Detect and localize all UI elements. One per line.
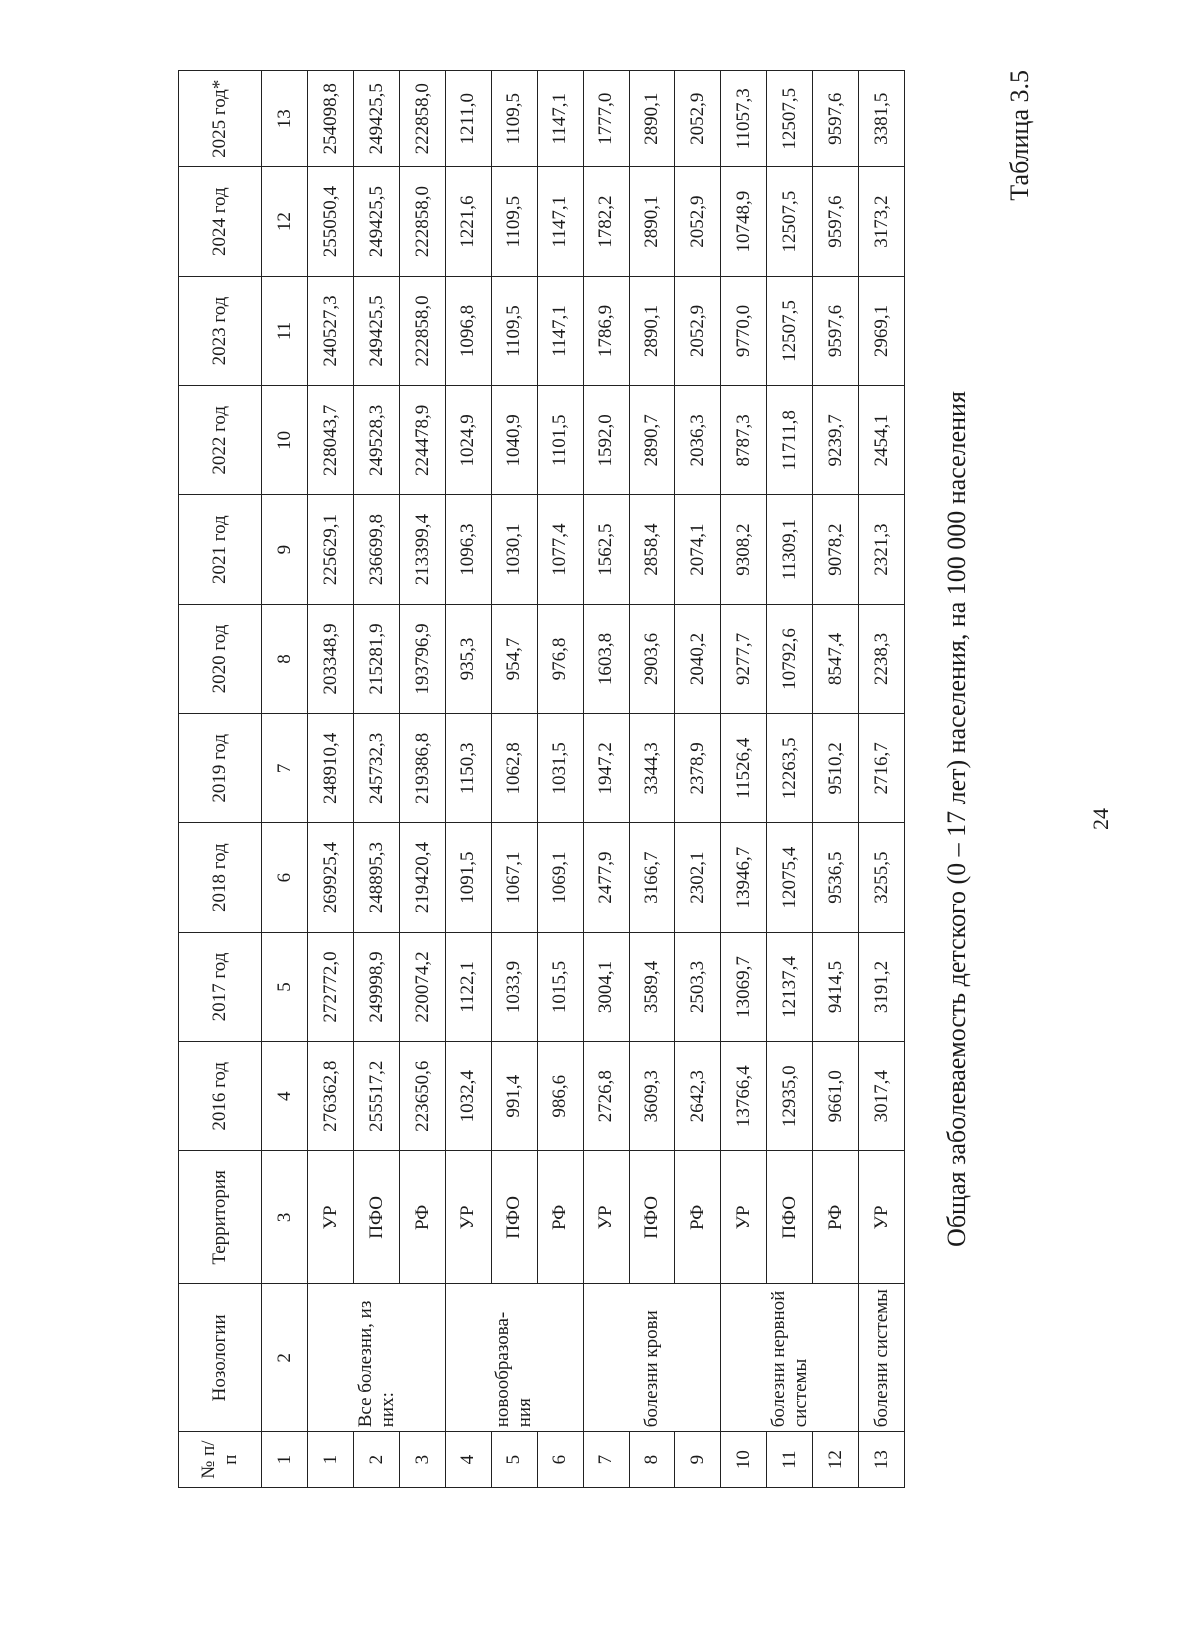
value-cell: 2321,3: [859, 495, 905, 604]
value-cell: 249425,5: [354, 167, 400, 276]
value-cell: 1024,9: [445, 386, 491, 495]
table-row: [721, 71, 767, 1488]
table-row: [354, 71, 400, 1488]
value-cell: 3173,2: [859, 167, 905, 276]
table-row: [675, 71, 721, 1488]
header-cell: 2024 год: [179, 167, 262, 276]
value-cell: 991,4: [491, 1042, 537, 1151]
value-cell: 2074,1: [675, 495, 721, 604]
value-cell: 222858,0: [399, 167, 445, 276]
territory-cell: ПФО: [491, 1151, 537, 1284]
header-cell: Территория: [179, 1151, 262, 1284]
territory-cell: РФ: [537, 1151, 583, 1284]
column-number-cell: 2: [262, 1284, 308, 1432]
value-cell: 935,3: [445, 604, 491, 713]
value-cell: 219420,4: [399, 823, 445, 932]
nosology-cell: новообразова-ния: [445, 1284, 583, 1432]
row-number-cell: 8: [629, 1432, 675, 1488]
value-cell: 249425,5: [354, 71, 400, 168]
value-cell: 986,6: [537, 1042, 583, 1151]
value-cell: 3004,1: [583, 932, 629, 1041]
value-cell: 3191,2: [859, 932, 905, 1041]
value-cell: 2302,1: [675, 823, 721, 932]
value-cell: 1603,8: [583, 604, 629, 713]
value-cell: 272772,0: [308, 932, 354, 1041]
nosology-cell: болезни крови: [583, 1284, 721, 1432]
row-number-cell: 13: [859, 1432, 905, 1488]
table-row: [399, 71, 445, 1488]
row-number-cell: 11: [767, 1432, 813, 1488]
value-cell: 1069,1: [537, 823, 583, 932]
header-cell: Нозологии: [179, 1284, 262, 1432]
value-cell: 1040,9: [491, 386, 537, 495]
header-cell: 2023 год: [179, 276, 262, 385]
table-row: [308, 71, 354, 1488]
value-cell: 1786,9: [583, 276, 629, 385]
value-cell: 1147,1: [537, 167, 583, 276]
value-cell: 9308,2: [721, 495, 767, 604]
value-cell: 2726,8: [583, 1042, 629, 1151]
value-cell: 2642,3: [675, 1042, 721, 1151]
territory-cell: РФ: [675, 1151, 721, 1284]
value-cell: 1031,5: [537, 714, 583, 823]
column-number-cell: 6: [262, 823, 308, 932]
value-cell: 1122,1: [445, 932, 491, 1041]
table-body: [179, 71, 905, 1488]
value-cell: 12507,5: [767, 71, 813, 168]
value-cell: 8787,3: [721, 386, 767, 495]
morbidity-table: [178, 70, 905, 1488]
value-cell: 1030,1: [491, 495, 537, 604]
header-cell: 2025 год*: [179, 71, 262, 168]
value-cell: 2503,3: [675, 932, 721, 1041]
value-cell: 9239,7: [813, 386, 859, 495]
table-row: [859, 71, 905, 1488]
value-cell: 2890,1: [629, 167, 675, 276]
row-number-cell: 12: [813, 1432, 859, 1488]
value-cell: 1109,5: [491, 71, 537, 168]
table-row: [767, 71, 813, 1488]
value-cell: 9661,0: [813, 1042, 859, 1151]
nosology-cell: болезни нервной системы: [721, 1284, 859, 1432]
value-cell: 9277,7: [721, 604, 767, 713]
value-cell: 13946,7: [721, 823, 767, 932]
value-cell: 13766,4: [721, 1042, 767, 1151]
value-cell: 1221,6: [445, 167, 491, 276]
value-cell: 1077,4: [537, 495, 583, 604]
row-number-cell: 4: [445, 1432, 491, 1488]
column-number-row: [262, 71, 308, 1488]
value-cell: 11057,3: [721, 71, 767, 168]
row-number-cell: 2: [354, 1432, 400, 1488]
value-cell: 976,8: [537, 604, 583, 713]
nosology-cell: Все болезни, из них:: [308, 1284, 446, 1432]
value-cell: 269925,4: [308, 823, 354, 932]
value-cell: 3017,4: [859, 1042, 905, 1151]
value-cell: 228043,7: [308, 386, 354, 495]
value-cell: 8547,4: [813, 604, 859, 713]
value-cell: 225629,1: [308, 495, 354, 604]
territory-cell: ПФО: [767, 1151, 813, 1284]
value-cell: 2969,1: [859, 276, 905, 385]
table-row: [629, 71, 675, 1488]
column-number-cell: 4: [262, 1042, 308, 1151]
page-number: 24: [1088, 808, 1113, 830]
value-cell: 2477,9: [583, 823, 629, 932]
value-cell: 2040,2: [675, 604, 721, 713]
value-cell: 1147,1: [537, 71, 583, 168]
value-cell: 3589,4: [629, 932, 675, 1041]
table-row: [537, 71, 583, 1488]
value-cell: 220074,2: [399, 932, 445, 1041]
document-title: Общая заболеваемость детского (0 – 17 лет) населения, на 100 000 населения: [942, 391, 971, 1247]
territory-cell: УР: [721, 1151, 767, 1284]
value-cell: 3344,3: [629, 714, 675, 823]
column-number-cell: 13: [262, 71, 308, 168]
value-cell: 2052,9: [675, 167, 721, 276]
value-cell: 9078,2: [813, 495, 859, 604]
value-cell: 223650,6: [399, 1042, 445, 1151]
value-cell: 2858,4: [629, 495, 675, 604]
value-cell: 248910,4: [308, 714, 354, 823]
value-cell: 2378,9: [675, 714, 721, 823]
territory-cell: РФ: [813, 1151, 859, 1284]
table-row: [445, 71, 491, 1488]
value-cell: 9414,5: [813, 932, 859, 1041]
value-cell: 12137,4: [767, 932, 813, 1041]
value-cell: 12507,5: [767, 167, 813, 276]
value-cell: 1150,3: [445, 714, 491, 823]
value-cell: 2716,7: [859, 714, 905, 823]
value-cell: 1096,3: [445, 495, 491, 604]
header-cell: 2018 год: [179, 823, 262, 932]
table-row: [813, 71, 859, 1488]
value-cell: 3255,5: [859, 823, 905, 932]
value-cell: 249998,9: [354, 932, 400, 1041]
column-number-cell: 11: [262, 276, 308, 385]
value-cell: 1101,5: [537, 386, 583, 495]
value-cell: 255050,4: [308, 167, 354, 276]
header-cell: 2020 год: [179, 604, 262, 713]
value-cell: 3381,5: [859, 71, 905, 168]
value-cell: 9536,5: [813, 823, 859, 932]
value-cell: 1777,0: [583, 71, 629, 168]
value-cell: 213399,4: [399, 495, 445, 604]
header-cell: 2017 год: [179, 932, 262, 1041]
column-number-cell: 10: [262, 386, 308, 495]
value-cell: 9597,6: [813, 71, 859, 168]
value-cell: 1015,5: [537, 932, 583, 1041]
value-cell: 193796,9: [399, 604, 445, 713]
value-cell: 219386,8: [399, 714, 445, 823]
value-cell: 249528,3: [354, 386, 400, 495]
value-cell: 1562,5: [583, 495, 629, 604]
value-cell: 11526,4: [721, 714, 767, 823]
value-cell: 254098,8: [308, 71, 354, 168]
column-number-cell: 3: [262, 1151, 308, 1284]
value-cell: 2052,9: [675, 71, 721, 168]
value-cell: 1109,5: [491, 167, 537, 276]
territory-cell: УР: [583, 1151, 629, 1284]
value-cell: 1211,0: [445, 71, 491, 168]
value-cell: 12507,5: [767, 276, 813, 385]
value-cell: 9597,6: [813, 167, 859, 276]
value-cell: 10748,9: [721, 167, 767, 276]
value-cell: 9510,2: [813, 714, 859, 823]
header-row: [179, 71, 262, 1488]
header-cell: 2016 год: [179, 1042, 262, 1151]
value-cell: 248895,3: [354, 823, 400, 932]
value-cell: 240527,3: [308, 276, 354, 385]
value-cell: 3166,7: [629, 823, 675, 932]
value-cell: 215281,9: [354, 604, 400, 713]
row-number-cell: 7: [583, 1432, 629, 1488]
column-number-cell: 1: [262, 1432, 308, 1488]
header-cell: 2021 год: [179, 495, 262, 604]
column-number-cell: 9: [262, 495, 308, 604]
header-cell: 2022 год: [179, 386, 262, 495]
territory-cell: РФ: [399, 1151, 445, 1284]
row-number-cell: 5: [491, 1432, 537, 1488]
value-cell: 2903,6: [629, 604, 675, 713]
value-cell: 203348,9: [308, 604, 354, 713]
value-cell: 249425,5: [354, 276, 400, 385]
table-row: [491, 71, 537, 1488]
column-number-cell: 7: [262, 714, 308, 823]
value-cell: 255517,2: [354, 1042, 400, 1151]
header-cell: 2019 год: [179, 714, 262, 823]
value-cell: 236699,8: [354, 495, 400, 604]
value-cell: 9770,0: [721, 276, 767, 385]
value-cell: 11309,1: [767, 495, 813, 604]
value-cell: 12263,5: [767, 714, 813, 823]
territory-cell: ПФО: [629, 1151, 675, 1284]
value-cell: 13069,7: [721, 932, 767, 1041]
row-number-cell: 9: [675, 1432, 721, 1488]
territory-cell: ПФО: [354, 1151, 400, 1284]
value-cell: 222858,0: [399, 71, 445, 168]
row-number-cell: 6: [537, 1432, 583, 1488]
value-cell: 954,7: [491, 604, 537, 713]
table-row: [583, 71, 629, 1488]
value-cell: 1032,4: [445, 1042, 491, 1151]
value-cell: 2036,3: [675, 386, 721, 495]
row-number-cell: 1: [308, 1432, 354, 1488]
value-cell: 1947,2: [583, 714, 629, 823]
value-cell: 2052,9: [675, 276, 721, 385]
value-cell: 12075,4: [767, 823, 813, 932]
value-cell: 9597,6: [813, 276, 859, 385]
value-cell: 222858,0: [399, 276, 445, 385]
column-number-cell: 12: [262, 167, 308, 276]
territory-cell: УР: [445, 1151, 491, 1284]
value-cell: 1096,8: [445, 276, 491, 385]
value-cell: 1782,2: [583, 167, 629, 276]
row-number-cell: 3: [399, 1432, 445, 1488]
value-cell: 10792,6: [767, 604, 813, 713]
territory-cell: УР: [859, 1151, 905, 1284]
value-cell: 2238,3: [859, 604, 905, 713]
value-cell: 245732,3: [354, 714, 400, 823]
value-cell: 1033,9: [491, 932, 537, 1041]
value-cell: 1091,5: [445, 823, 491, 932]
value-cell: 2890,7: [629, 386, 675, 495]
territory-cell: УР: [308, 1151, 354, 1284]
value-cell: 2890,1: [629, 276, 675, 385]
value-cell: 3609,3: [629, 1042, 675, 1151]
value-cell: 1109,5: [491, 276, 537, 385]
nosology-cell: болезни системы: [859, 1284, 905, 1432]
value-cell: 12935,0: [767, 1042, 813, 1151]
value-cell: 1062,8: [491, 714, 537, 823]
header-cell: № п/п: [179, 1432, 262, 1488]
column-number-cell: 5: [262, 932, 308, 1041]
value-cell: 11711,8: [767, 386, 813, 495]
value-cell: 1592,0: [583, 386, 629, 495]
value-cell: 2890,1: [629, 71, 675, 168]
row-number-cell: 10: [721, 1432, 767, 1488]
value-cell: 1147,1: [537, 276, 583, 385]
value-cell: 1067,1: [491, 823, 537, 932]
value-cell: 276362,8: [308, 1042, 354, 1151]
column-number-cell: 8: [262, 604, 308, 713]
value-cell: 2454,1: [859, 386, 905, 495]
value-cell: 224478,9: [399, 386, 445, 495]
table-label: Таблица 3.5: [1005, 70, 1034, 201]
